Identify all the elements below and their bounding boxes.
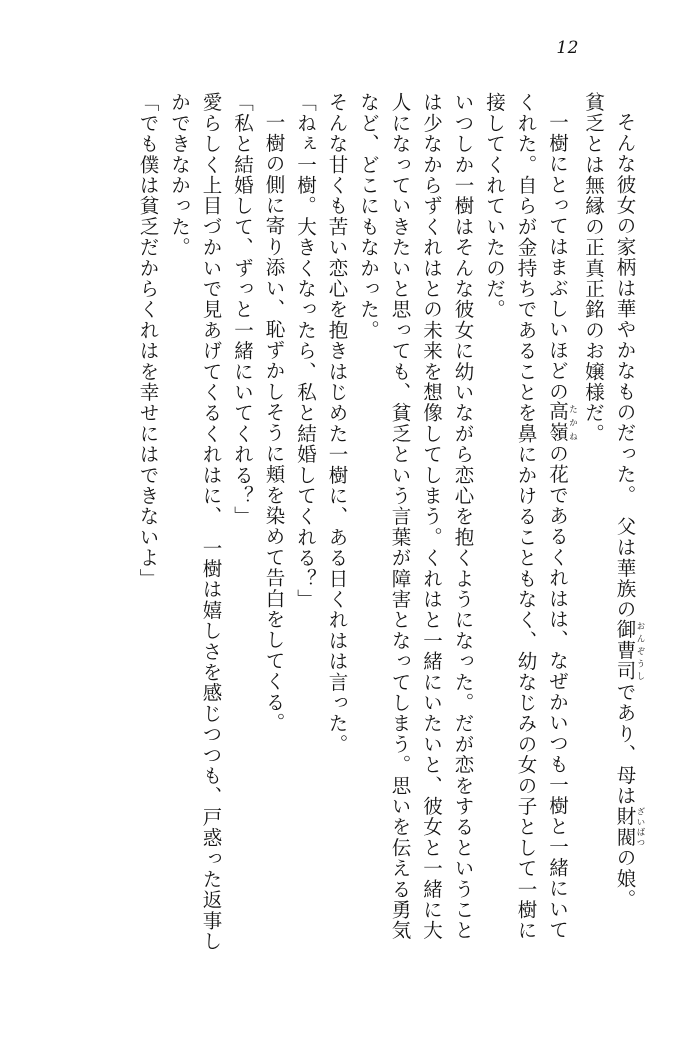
- ruby-takane: 高嶺たかね: [546, 401, 578, 443]
- paragraph: 一樹の側に寄り添い、恥ずかしそうに頬を染めて告白をしてくる。: [262, 111, 286, 733]
- paragraph: 愛らしく上目づかいで見あげてくるくれはに、 一樹は嬉しさを感じつつも、戸惑った返事しかできなかった。: [168, 92, 223, 952]
- paragraph: いつしか一樹はそんな彼女に幼いながら恋心を抱くようになった。だが恋をするということは少なからずくれはとの未来を想像してしまう。くれはと一緒にいたいと、彼女と一緒に大人になっていきたいと思っても、貧乏という言葉が障害となってしまう。思いを伝える勇気など、どこにもなかった。: [357, 92, 475, 941]
- ruby-zaibatsu: 財閥ざいばつ: [613, 805, 645, 847]
- paragraph: 貧乏とは無縁の正真正銘のお嬢様だ。: [582, 92, 605, 444]
- ruby-onzoushi: 御曹司おんぞうし: [613, 619, 645, 682]
- paragraph: そんな甘くも苦い恋心を抱きはじめた一樹に、ある日くれはは言った。: [325, 92, 349, 755]
- paragraph-dialogue: 「私と結婚して、ずっと一緒にいてくれる？」: [231, 92, 254, 527]
- paragraph-dialogue: 「でも僕は貧乏だからくれはを幸せにはできないよ」: [136, 92, 160, 589]
- paragraph: 一樹にとってはまぶしいほどの高嶺たかねの花であるくれはは、なぜかいつも一樹と一緒にいてくれた。自らが金持ちであることを鼻にかけることもなく、幼なじみの女の子として一樹に接してくれていたのだ。: [483, 92, 578, 941]
- page-body-text: [65, 92, 645, 954]
- paragraph-dialogue: 「ねぇ一樹。大きくなったら、私と結婚してくれる？」: [294, 92, 317, 610]
- page-number: 12: [556, 38, 579, 58]
- paragraph: そんな彼女の家柄は華やかなものだった。 父は華族の御曹司おんぞうしであり、母は財閥ざいばつの娘。: [613, 111, 645, 910]
